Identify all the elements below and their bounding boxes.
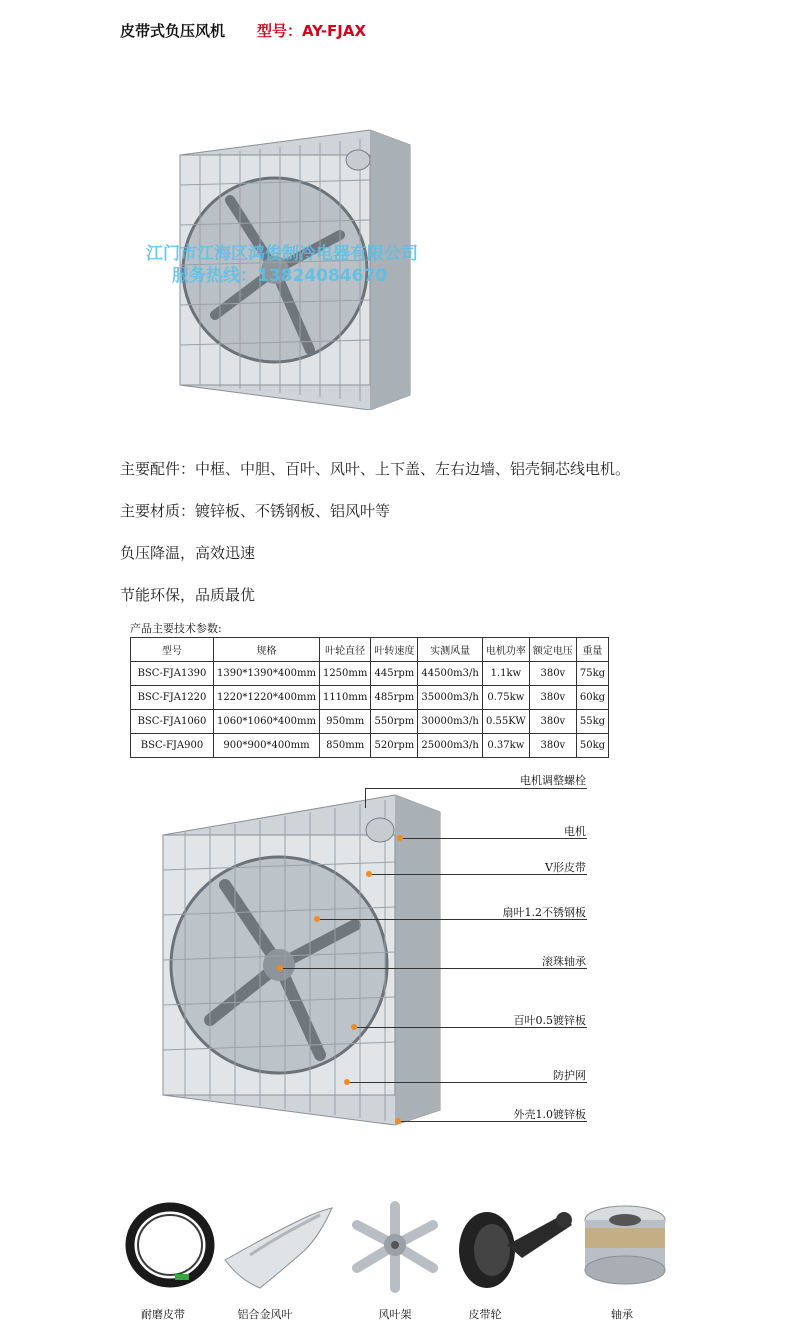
table-cell: BSC-FJA900 [131,734,214,758]
table-row [131,710,609,734]
table-cell: 520rpm [371,734,418,758]
table-cell: 30000m3/h [418,710,482,734]
table-cell: 55kg [576,710,608,734]
table-cell: 900*900*400mm [214,734,320,758]
table-cell: 0.75kw [482,686,529,710]
label-housing: 外壳1.0镀锌板 [513,1108,586,1121]
col-power: 电机功率 [482,638,529,662]
part-pulley-caption: 皮带轮 [468,1308,502,1321]
table-cell: 445rpm [371,662,418,686]
table-row [131,662,609,686]
table-cell: 1390*1390*400mm [214,662,320,686]
label-blade: 扇叶1.2不锈钢板 [502,906,586,919]
table-cell: 380v [529,662,576,686]
table-cell: 850mm [319,734,370,758]
table-cell: 25000m3/h [418,734,482,758]
label-bearing: 滚珠轴承 [542,955,586,968]
col-model: 型号 [131,638,214,662]
part-belt-caption: 耐磨皮带 [141,1308,185,1321]
col-airflow: 实测风量 [418,638,482,662]
table-cell: 550rpm [371,710,418,734]
spec-caption: 产品主要技术参数: [130,622,222,635]
desc-cooling: 负压降温，高效迅速 [120,544,256,562]
label-motor-bolt: 电机调整螺栓 [520,774,586,787]
watermark-hotline: 服务热线：13824084670 [172,266,388,286]
watermark-company: 江门市江海区鸿俊制冷电器有限公司 [146,244,418,264]
blade-frame-image [345,1200,445,1295]
table-cell: 0.55KW [482,710,529,734]
table-cell: 485rpm [371,686,418,710]
belt-image [125,1200,215,1295]
table-cell: 1.1kw [482,662,529,686]
table-cell: 1250mm [319,662,370,686]
table-cell: 75kg [576,662,608,686]
fan-diagram [155,790,445,1130]
col-voltage: 额定电压 [529,638,576,662]
table-cell: 380v [529,710,576,734]
pulley-image [452,1200,577,1295]
table-cell: BSC-FJA1060 [131,710,214,734]
label-guard: 防护网 [553,1069,586,1082]
table-cell: 35000m3/h [418,686,482,710]
table-cell: BSC-FJA1390 [131,662,214,686]
table-cell: 50kg [576,734,608,758]
table-cell: 1110mm [319,686,370,710]
table-cell: 44500m3/h [418,662,482,686]
table-cell: 380v [529,686,576,710]
label-shutter: 百叶0.5镀锌板 [513,1014,586,1027]
spec-header-row [131,638,609,662]
col-weight: 重量 [576,638,608,662]
label-v-belt: V形皮带 [545,861,586,874]
product-model: 型号：AY-FJAX [257,22,367,40]
table-cell: 380v [529,734,576,758]
label-motor: 电机 [564,825,586,838]
table-cell: 0.37kw [482,734,529,758]
blade-image [220,1200,340,1295]
desc-accessories: 主要配件：中框、中胆、百叶、风叶、上下盖、左右边墙、铝壳铜芯线电机。 [120,460,631,478]
col-size: 规格 [214,638,320,662]
table-row [131,686,609,710]
spec-table [130,637,609,758]
product-title: 皮带式负压风机 [120,22,226,40]
pointer-line [365,788,587,789]
col-speed: 叶转速度 [371,638,418,662]
part-frame-caption: 风叶架 [378,1308,412,1321]
part-blade-caption: 铝合金风叶 [237,1308,293,1321]
table-cell: 1060*1060*400mm [214,710,320,734]
pointer-line [365,788,366,808]
desc-eco: 节能环保，品质最优 [120,586,256,604]
table-cell: 950mm [319,710,370,734]
table-cell: 60kg [576,686,608,710]
col-impeller: 叶轮直径 [319,638,370,662]
part-bearing-caption: 轴承 [611,1308,633,1321]
table-cell: 1220*1220*400mm [214,686,320,710]
bearing-image [580,1200,670,1295]
table-row [131,734,609,758]
desc-materials: 主要材质：镀锌板、不锈钢板、铝风叶等 [120,502,391,520]
table-cell: BSC-FJA1220 [131,686,214,710]
